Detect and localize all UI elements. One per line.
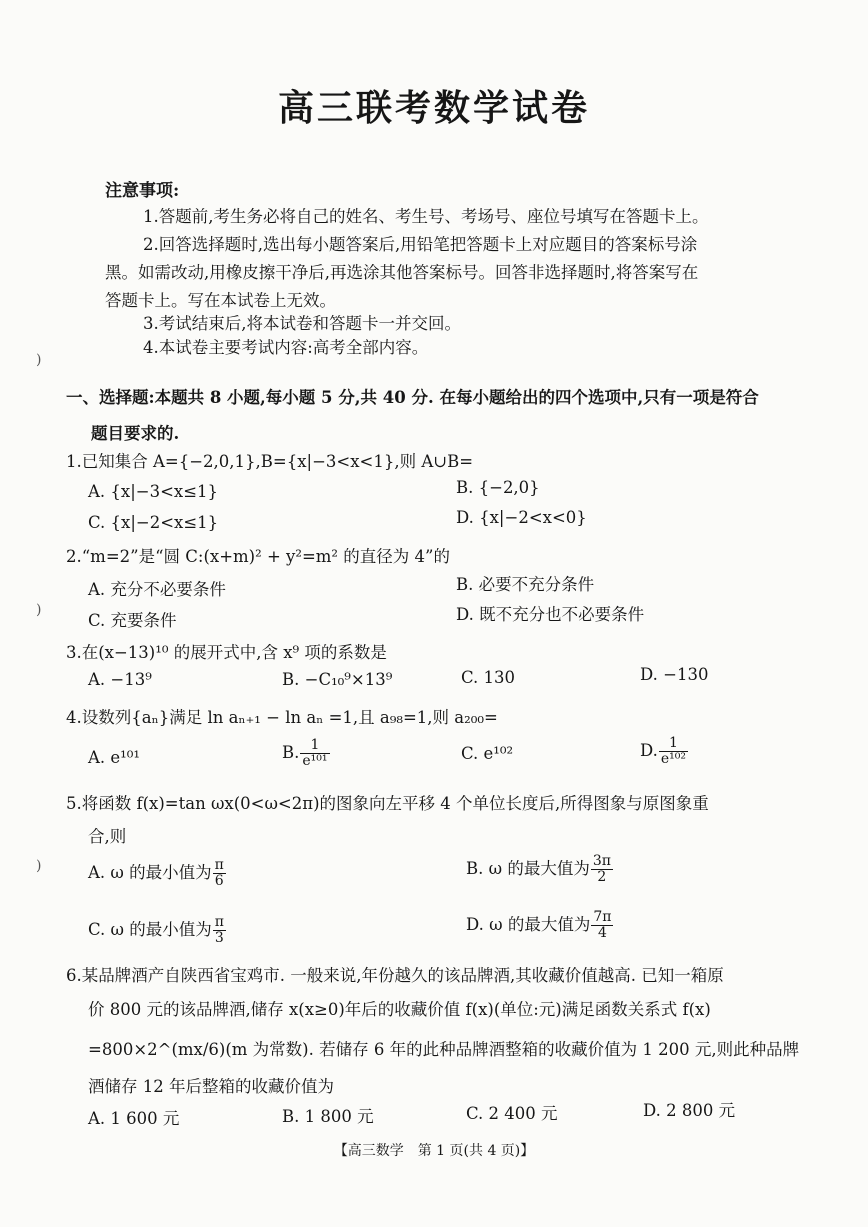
question-5-stem: 5.将函数 f(x)=tan ωx(0<ω<2π)的图象向左平移 4 个单位长度后,所得图象与原图象重 <box>66 794 709 813</box>
question-3-option-a: A. −13⁹ <box>88 670 152 689</box>
question-1-option-c: C. {x|−2<x≤1} <box>88 513 219 532</box>
question-5-option-d <box>466 910 613 941</box>
question-1-option-d: D. {x|−2<x<0} <box>456 508 587 527</box>
notice-item-4: 4.本试卷主要考试内容:高考全部内容。 <box>143 338 429 357</box>
notice-item-2-end: 答题卡上。写在本试卷上无效。 <box>105 291 336 310</box>
notice-item-3: 3.考试结束后,将本试卷和答题卡一并交回。 <box>143 314 461 333</box>
question-6-stem: 6.某品牌酒产自陕西省宝鸡市. 一般来说,年份越久的该品牌酒,其收藏价值越高. 已知一箱原 <box>66 966 724 985</box>
option-text: A. ω 的最小值为 <box>88 863 212 882</box>
section-heading-cont: 题目要求的. <box>91 424 180 443</box>
fraction <box>591 910 613 941</box>
page-footer: 【高三数学 第 1 页(共 4 页)】 <box>333 1143 535 1159</box>
question-6-option-d: D. 2 800 元 <box>643 1101 736 1120</box>
option-label: D. <box>640 741 658 760</box>
page-title: 高三联考数学试卷 <box>277 87 590 129</box>
fraction <box>659 736 688 767</box>
question-3-option-d: D. −130 <box>640 665 709 684</box>
question-4-option-a: A. e¹⁰¹ <box>88 748 141 767</box>
option-text: D. ω 的最大值为 <box>466 915 591 934</box>
notice-item-2-cont: 黑。如需改动,用橡皮擦干净后,再选涂其他答案标号。回答非选择题时,将答案写在 <box>105 263 699 282</box>
section-heading: 一、选择题:本题共 8 小题,每小题 5 分,共 40 分. 在每小题给出的四个选项中,只有一项是符合 <box>66 388 759 407</box>
question-3-option-b: B. −C₁₀⁹×13⁹ <box>282 670 393 689</box>
question-5-stem-cont: 合,则 <box>88 827 127 846</box>
question-2-option-c: C. 充要条件 <box>88 611 177 630</box>
fraction-denominator: 4 <box>597 925 607 941</box>
question-5-option-a <box>88 858 226 889</box>
fraction <box>300 738 329 769</box>
fraction-denominator: 3 <box>214 930 224 946</box>
question-4-option-d <box>640 736 688 767</box>
question-3-option-c: C. 130 <box>461 668 516 687</box>
fraction-denominator: e¹⁰² <box>660 751 687 767</box>
question-2-option-b: B. 必要不充分条件 <box>456 575 595 594</box>
question-4-option-c: C. e¹⁰² <box>461 744 514 763</box>
margin-mark: ) <box>36 352 42 368</box>
fraction-numerator: 1 <box>659 736 688 752</box>
question-3-stem: 3.在(x−13)¹⁰ 的展开式中,含 x⁹ 项的系数是 <box>66 643 387 662</box>
question-1-stem: 1.已知集合 A={−2,0,1},B={x|−3<x<1},则 A∪B= <box>66 452 474 471</box>
fraction-numerator: 7π <box>593 909 612 925</box>
fraction-denominator: 2 <box>597 869 607 885</box>
question-4-stem: 4.设数列{aₙ}满足 ln aₙ₊₁ − ln aₙ =1,且 a₉₈=1,则 a₂₀₀= <box>66 708 498 727</box>
question-6-formula-line: =800×2^(mx/6)(m 为常数). 若储存 6 年的此种品牌酒整箱的收藏价值为 1 200 元,则此种品牌 <box>88 1040 800 1059</box>
fraction-numerator: π <box>214 857 224 873</box>
question-2-stem: 2.“m=2”是“圆 C:(x+m)² + y²=m² 的直径为 4”的 <box>66 547 450 566</box>
fraction <box>591 854 613 885</box>
option-label: B. <box>282 743 300 762</box>
question-1-option-b: B. {−2,0} <box>456 478 540 497</box>
question-2-option-a: A. 充分不必要条件 <box>88 580 226 599</box>
question-6-stem-cont: 价 800 元的该品牌酒,储存 x(x≥0)年后的收藏价值 f(x)(单位:元)满足函数关系式 f(x) <box>88 1000 711 1019</box>
question-6-option-a: A. 1 600 元 <box>88 1109 180 1128</box>
fraction-numerator: 1 <box>300 738 329 754</box>
margin-mark: ) <box>36 602 42 618</box>
notice-item-2: 2.回答选择题时,选出每小题答案后,用铅笔把答题卡上对应题目的答案标号涂 <box>143 235 698 254</box>
notice-heading: 注意事项: <box>105 181 180 201</box>
margin-mark: ) <box>36 858 42 874</box>
question-6-option-c: C. 2 400 元 <box>466 1104 558 1123</box>
question-2-option-d: D. 既不充分也不必要条件 <box>456 605 645 624</box>
notice-item-1: 1.答题前,考生务必将自己的姓名、考生号、考场号、座位号填写在答题卡上。 <box>143 207 709 226</box>
question-5-option-c <box>88 915 226 946</box>
question-5-option-b <box>466 854 613 885</box>
question-1-option-a: A. {x|−3<x≤1} <box>88 482 219 501</box>
question-6-stem-end: 酒储存 12 年后整箱的收藏价值为 <box>88 1077 334 1096</box>
question-4-option-b <box>282 738 330 769</box>
fraction-denominator: e¹⁰¹ <box>302 753 328 769</box>
fraction-numerator: 3π <box>592 853 611 869</box>
fraction-numerator: π <box>214 914 224 930</box>
fraction-denominator: 6 <box>214 873 224 889</box>
question-6-option-b: B. 1 800 元 <box>282 1107 374 1126</box>
fraction <box>213 915 226 946</box>
option-text: C. ω 的最小值为 <box>88 920 212 939</box>
option-text: B. ω 的最大值为 <box>466 859 590 878</box>
fraction <box>213 858 226 889</box>
